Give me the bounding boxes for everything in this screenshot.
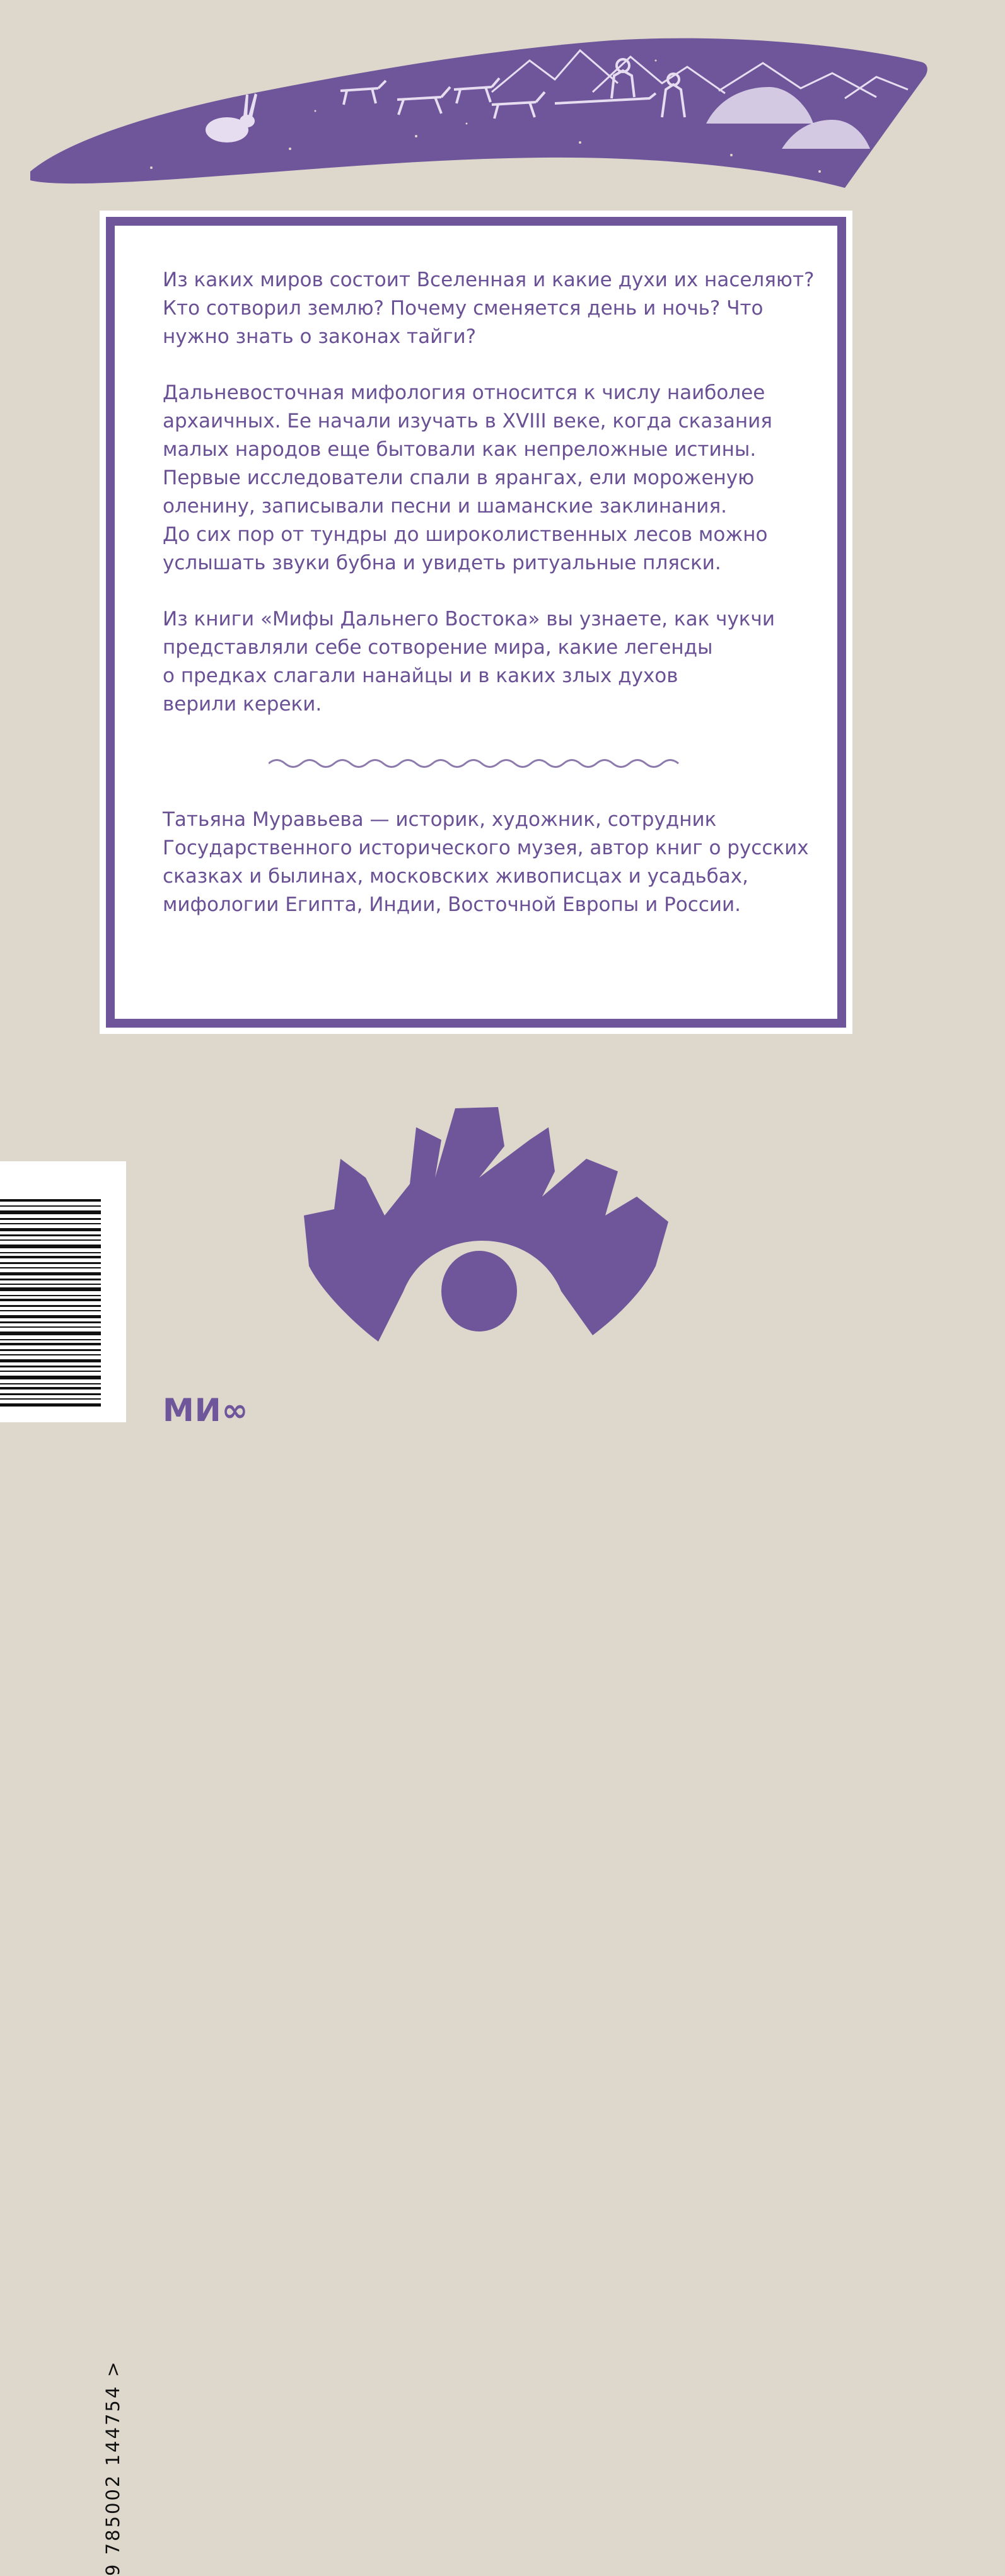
barcode: [0, 1161, 126, 2576]
text-line: Из книги «Мифы Дальнего Востока» вы узнаете, как чукчи: [163, 608, 775, 630]
description-text: [163, 266, 815, 746]
wave-divider-icon: [269, 754, 685, 773]
description-panel: [100, 211, 852, 1034]
text-line: услышать звуки бубна и увидеть ритуальные пляски.: [163, 552, 721, 574]
text-line: представляли себе сотворение мира, какие легенды: [163, 636, 713, 659]
barcode-icon: [0, 1161, 126, 1422]
text-line: Первые исследователи спали в ярангах, ели мороженую: [163, 467, 755, 489]
text-line: Татьяна Муравьева — историк, художник, сотрудник: [163, 808, 717, 831]
isbn-digits: 9 785002 144754 >: [102, 2360, 124, 2576]
text-line: сказках и былинах, московских живописцах и усадьбах,: [163, 865, 748, 888]
description-paragraph-1: [163, 266, 815, 351]
text-line: оленину, записывали песни и шаманские заклинания.: [163, 495, 727, 518]
carved-tusk-illustration: [25, 23, 933, 212]
text-line: верили кереки.: [163, 693, 322, 716]
text-line: Дальневосточная мифология относится к числу наиболее: [163, 381, 765, 404]
text-line: архаичных. Ее начали изучать в XVIII веке, когда сказания: [163, 410, 772, 432]
text-line: Из каких миров состоит Вселенная и какие духи их населяют?: [163, 269, 815, 291]
text-line: мифологии Египта, Индии, Восточной Европы и России.: [163, 893, 741, 916]
text-line: Государственного исторического музея, автор книг о русских: [163, 837, 809, 859]
text-line: о предках слагали нанайцы и в каких злых духов: [163, 664, 678, 687]
publisher-logo: МИ∞: [163, 1392, 249, 1429]
sun-emblem-icon: [290, 1102, 675, 1354]
author-bio: [163, 806, 812, 919]
description-paragraph-2: [163, 379, 812, 577]
text-line: Кто сотворил землю? Почему сменяется день и ночь? Что: [163, 297, 764, 320]
description-paragraph-3: [163, 605, 812, 719]
text-line: До сих пор от тундры до широколиственных лесов можно: [163, 523, 768, 546]
text-line: малых народов еще бытовали как непреложные истины.: [163, 438, 757, 461]
text-line: нужно знать о законах тайги?: [163, 325, 477, 348]
